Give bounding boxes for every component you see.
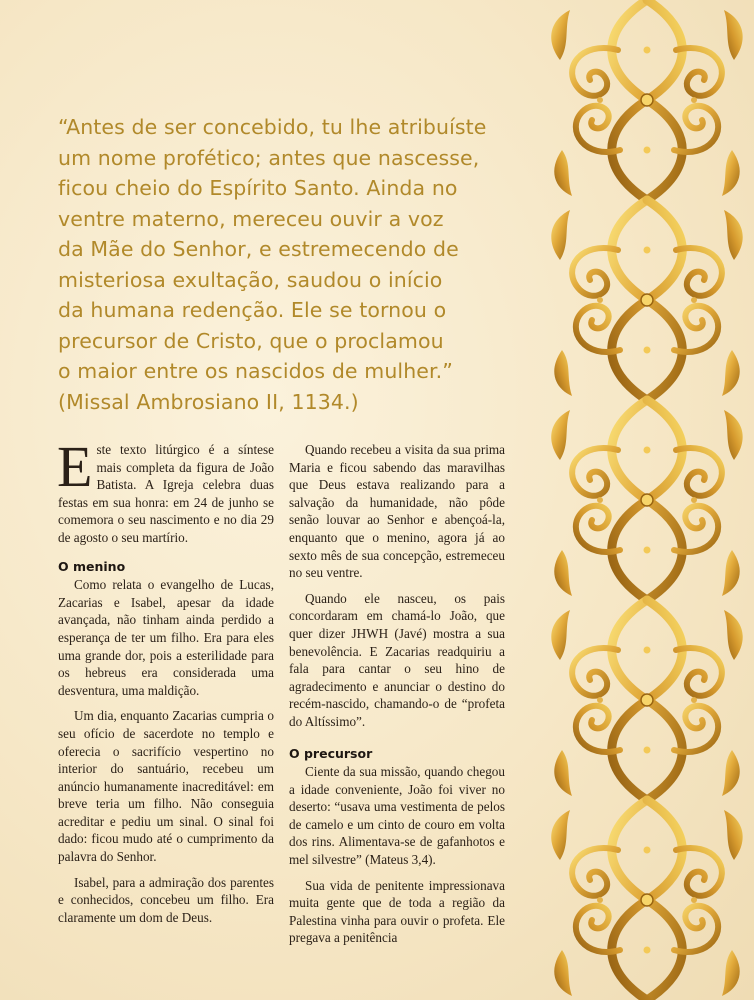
liturgical-quote [58, 112, 528, 417]
quote-line: “Antes de ser concebido, tu lhe atribuíste [58, 115, 487, 139]
paragraph: Ciente da sua missão, quando chegou a idade conveniente, João foi viver no deserto: “usava uma vestimenta de pelos de camelo e um cinto de couro em volta dos rins. Alimentava-se de gafanhotos e mel silvestre” (Mateus 3,4). [289, 764, 505, 868]
paragraph: Um dia, enquanto Zacarias cumpria o seu ofício de sacerdote no templo e oferecia o sacrifício vespertino no interior do santuário, recebeu um anúncio humanamente inacreditável: em breve teria um filho. Não conseguia acreditar e pediu um sinal. O sinal foi dado: ficou mudo até o cumprimento da palavra do Senhor. [58, 708, 274, 865]
section-heading-precursor: O precursor [289, 745, 373, 761]
quote-line: precursor de Cristo, que o proclamou [58, 328, 444, 353]
quote-line: da Mãe do Senhor, e estremecendo de [58, 237, 459, 261]
paragraph: Sua vida de penitente impressionava muita gente que de toda a região da Palestina vinha para ouvir o profeta. Ele pregava a penitência [289, 877, 505, 946]
paragraph: Isabel, para a admiração dos parentes e conhecidos, concebeu um filho. Era claramente um dom de Deus. [58, 874, 274, 925]
quote-line: misteriosa exultação, saudou o início [58, 267, 443, 292]
paragraph: Quando recebeu a visita da sua prima Maria e ficou sabendo das maravilhas que Deus estava realizando para a salvação da humanidade, não pôde senão louvar ao Senhor e abençoá-la, enquanto que o menino, agora já ao sexto mês de sua concepção, estremeceu no seu ventre. [289, 442, 505, 581]
drop-cap: E [57, 434, 93, 499]
section-heading-menino: O menino [58, 558, 126, 574]
intro-paragraph [57, 434, 274, 547]
quote-line: ficou cheio do Espírito Santo. Ainda no [58, 176, 458, 200]
paragraph: Como relata o evangelho de Lucas, Zacarias e Isabel, apesar da idade avançada, não tinham ainda perdido a esperança de ter um filho. Era para eles uma grande dor, pois a esterilidade para os hebreus era considerada uma desventura, uma maldição. [58, 577, 274, 698]
paragraph: Quando ele nasceu, os pais concordaram em chamá-lo João, que quer dizer JHWH (Javé) mostra a sua benevolência. E Zacarias readquiriu a fala para cantar o seu hino de agradecimento e anunciar o destino do recém-nascido, chamando-o de “profeta do Altíssimo”. [289, 590, 505, 729]
article-column-right [289, 441, 505, 947]
quote-line: um nome profético; antes que nascesse, [58, 145, 480, 170]
article-column-left [57, 434, 274, 926]
quote-line: da humana redenção. Ele se tornou o [58, 298, 447, 322]
quote-line: ventre materno, mereceu ouvir a voz [58, 206, 444, 231]
intro-text: ste texto litúrgico é a síntese mais completa da figura de João Batista. A Igreja celebra duas festas em sua honra: em 24 de junho se comemora o seu nascimento e no dia 29 de agosto o seu martírio. [58, 442, 274, 545]
quote-line: o maior entre os nascidos de mulher.” [58, 359, 454, 383]
gold-filigree-ornament-border [540, 0, 754, 1000]
quote-source: (Missal Ambrosiano II, 1134.) [58, 389, 359, 414]
